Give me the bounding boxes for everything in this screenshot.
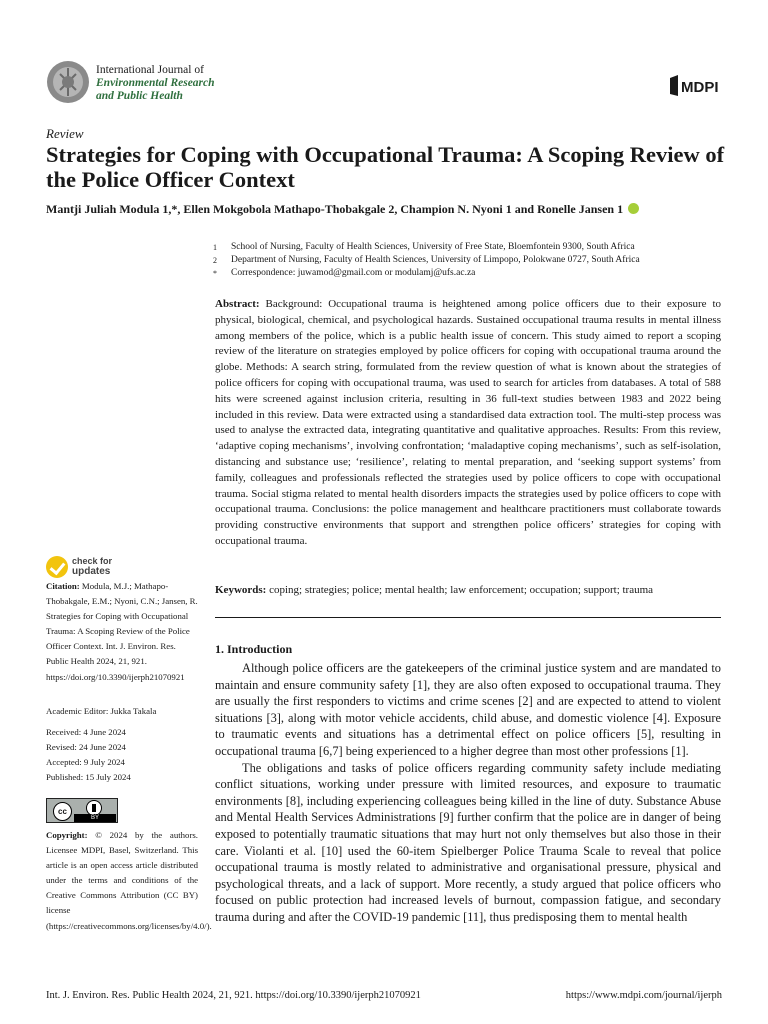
journal-name-line1: Environmental Research xyxy=(96,77,215,89)
abstract xyxy=(215,297,721,550)
check-for-updates-button[interactable] xyxy=(46,556,196,578)
copyright xyxy=(46,828,212,934)
affiliation-number: 1 xyxy=(213,243,217,252)
mdpi-logo-icon xyxy=(666,74,722,98)
footer-citation[interactable]: Int. J. Environ. Res. Public Health 2024, 21, 921. https://doi.org/10.3390/ijerph21070921 xyxy=(46,990,421,1001)
checkmark-icon xyxy=(46,556,68,578)
citation-text: Modula, M.J.; Mathapo-Thobakgale, E.M.; Nyoni, C.N.; Jansen, R. Strategies for Coping with Occupational Trauma: A Scoping Review of the Police Officer Context. Int. J. Environ. Res. Public Health 2024, 21, 921. https://doi.org/10.3390/ijerph21070921 xyxy=(46,581,198,682)
affiliation-2 xyxy=(213,254,733,267)
affiliation-number: * xyxy=(213,269,217,279)
date-received: Received: 4 June 2024 xyxy=(46,727,126,737)
journal-prefix: International Journal of xyxy=(96,64,204,76)
intro-body xyxy=(215,660,721,926)
journal-logo-icon xyxy=(46,60,90,104)
footer-journal-link[interactable]: https://www.mdpi.com/journal/ijerph xyxy=(565,990,722,1001)
check-line2: updates xyxy=(72,566,111,577)
journal-name-line2: and Public Health xyxy=(96,90,183,102)
date-revised: Revised: 24 June 2024 xyxy=(46,742,126,753)
article-title: Strategies for Coping with Occupational Trauma: A Scoping Review of the Police Officer Context xyxy=(46,142,725,192)
correspondence xyxy=(213,267,733,280)
publication-dates xyxy=(46,725,198,785)
cc-icon: cc xyxy=(53,802,72,821)
date-published: Published: 15 July 2024 xyxy=(46,772,131,783)
affiliation-number: 2 xyxy=(213,256,217,266)
correspondence-text: Correspondence: juwamod@gmail.com or modulamj@ufs.ac.za xyxy=(231,268,476,279)
academic-editor: Academic Editor: Jukka Takala xyxy=(46,706,157,716)
mdpi-logo-text: MDPI xyxy=(681,79,719,96)
citation xyxy=(46,579,198,685)
copyright-label: Copyright: xyxy=(46,830,88,840)
date-accepted: Accepted: 9 July 2024 xyxy=(46,757,125,768)
article-section: Review xyxy=(46,126,84,141)
author-list xyxy=(46,202,736,217)
intro-paragraph-1: Although police officers are the gatekeepers of the criminal justice system and are mandated to maintain and ensure community safety [1], they are also often exposed to occupational trauma. They are usually the first responders to victims and crime scenes [2] and are expected to attend to violent situations [3], along with motor vehicle accidents, child abuse, and domestic violence [4]. Exposure to traumatic events and situations has a detrimental effect on police officers [5], resulting in occupational trauma [6,7] being experienced to a higher degree than most other professions [1]. xyxy=(215,661,721,758)
copyright-text: © 2024 by the authors. Licensee MDPI, Basel, Switzerland. This article is an open access article distributed under the terms and conditions of the Creative Commons Attribution (CC BY) license (https://creativecommons.org/licenses/by/4.0/). xyxy=(46,830,212,931)
intro-paragraph-2: The obligations and tasks of police officers regarding community safety include mediating conflict situations, working under pressure with limited resources, and exposure to traumatic environments [8], including experiencing colleagues being killed in the line of duty. Substance Abuse and Mental Health Services Administrations [9] further confirm that the police are in danger of being exposed to potentially traumatic situations that may hurt not only themselves but also those in their care. Violanti et al. [10] used the 60-item Spielberger Police Trauma Scale to reveal that police occupational trauma is mostly related to administrative and organisational pressure, physical and psychological threats, and a lack of support. More recently, a study argued that police officers who focused on public protection had increased levels of burnout, compassion fatigue, and secondary trauma during and after the COVID-19 pandemic [11], thus predisposing them to mental health xyxy=(215,760,721,924)
keywords-text: coping; strategies; police; mental health; law enforcement; occupation; support; trauma xyxy=(269,584,654,596)
abstract-text: Background: Occupational trauma is heightened among police officers due to their exposure to physical, biological, chemical, and psychological hazards. Sustained occupational trauma results in mental illness among members of the police, which is a public health issue of concern. This study aimed to report a scoping review of the literature on strategies employed by police officers for coping with occupational trauma around the globe. Methods: A search string, formulated from the review question of what is known about the strategies of police officers for coping with occupational trauma, was used to search for articles from databases. A total of 588 hits were screened against inclusion criteria, resulting in 36 full-text studies between 1983 and 2022 being included in this review. Data were extracted using a standardised data extraction tool. The multi-step process was used to analyse the extracted data, integrating quantitative and qualitative approaches. Results: From this review, ‘adaptive coping mechanisms’, involving confrontation; ‘maladaptive coping mechanisms’, such as self-isolation, distancing and substance use; ‘resilience’, relating to mental preparation, and ‘seeking support systems’ from family, colleagues and professionals reflected the strategies used by police officers to cope with occupational trauma. Social stigma related to mental health disorders impacts the strategies used by police officers to cope with occupational trauma. Conclusions: the police management and healthcare practitioners must collaborate towards providing constructive environments that support and strengthen police officers’ strategies for coping with occupational trauma. xyxy=(215,298,721,547)
citation-label: Citation: xyxy=(46,581,80,591)
cc-by-label: BY xyxy=(74,814,116,822)
authors-text: Mantji Juliah Modula 1,*, Ellen Mokgobola Mathapo-Thobakgale 2, Champion N. Nyoni 1 and Ronelle Jansen 1 xyxy=(46,202,624,216)
cc-by-license-badge[interactable] xyxy=(46,798,118,823)
affiliation-text: Department of Nursing, Faculty of Health Sciences, University of Limpopo, Polokwane 0727, South Africa xyxy=(231,255,640,266)
journal-title xyxy=(96,64,215,103)
intro-heading: 1. Introduction xyxy=(215,642,293,656)
affiliations xyxy=(213,241,733,281)
affiliation-1 xyxy=(213,241,733,254)
affiliation-text: School of Nursing, Faculty of Health Sciences, University of Free State, Bloemfontein 9300, South Africa xyxy=(231,242,635,252)
orcid-icon[interactable] xyxy=(628,203,639,214)
section-divider xyxy=(215,617,721,618)
check-line1: check for xyxy=(72,556,113,566)
abstract-label: Abstract: xyxy=(215,298,260,310)
keywords xyxy=(215,583,721,598)
keywords-label: Keywords: xyxy=(215,584,267,596)
